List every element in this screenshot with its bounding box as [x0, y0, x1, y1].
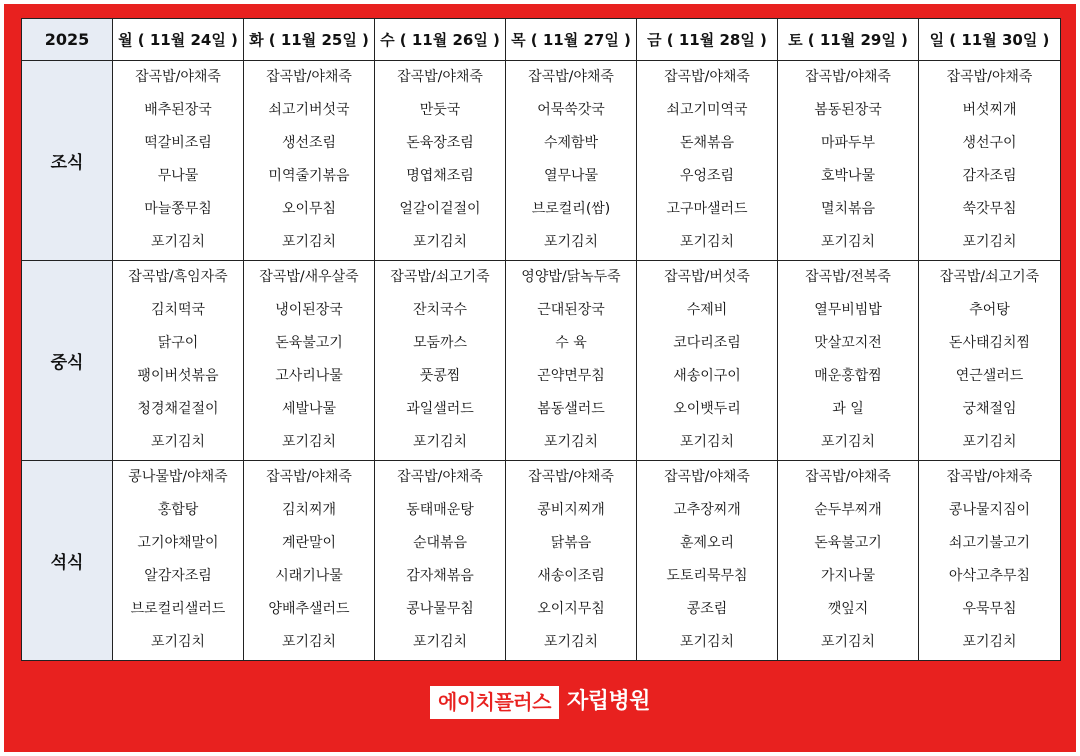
- dish-item: 포기김치: [962, 634, 1017, 650]
- dish-item: 수제함박: [543, 135, 599, 151]
- dish-item: 포기김치: [412, 434, 468, 450]
- day-header-sat: 토 ( 11월 29일 ): [778, 19, 919, 61]
- dish-item: 순대볶음: [412, 535, 468, 551]
- weekly-menu-table: [21, 18, 1061, 661]
- breakfast-fri-cell: [637, 61, 778, 261]
- day-header-mon: 월 ( 11월 24일 ): [113, 19, 244, 61]
- lunch-label: 중식: [22, 261, 113, 461]
- dish-item: 도토리묵무침: [666, 568, 748, 584]
- dish-item: 포기김치: [543, 234, 599, 250]
- logo-brand-box: 에이치플러스: [430, 686, 559, 719]
- dish-item: 잡곡밥/야채죽: [135, 69, 221, 85]
- dish-item: 포기김치: [820, 634, 876, 650]
- dish-item: 포기김치: [150, 434, 206, 450]
- dish-item: 포기김치: [281, 434, 337, 450]
- dish-list: [778, 261, 918, 460]
- dish-item: 열무비빔밥: [814, 302, 882, 318]
- dish-item: 가지나물: [820, 568, 876, 584]
- dinner-label: 석식: [22, 461, 113, 661]
- dish-item: 감자조림: [962, 168, 1017, 184]
- dish-list: [637, 461, 777, 660]
- dish-item: 세발나물: [281, 401, 337, 417]
- dinner-row: [22, 461, 1061, 661]
- dish-item: 잡곡밥/야채죽: [664, 69, 750, 85]
- dish-item: 매운홍합찜: [814, 368, 882, 384]
- dish-list: [375, 461, 505, 660]
- dish-list: [778, 61, 918, 260]
- dish-item: 포기김치: [543, 634, 599, 650]
- dish-item: 감자채볶음: [406, 568, 474, 584]
- lunch-tue-cell: [244, 261, 375, 461]
- dish-item: 알감자조림: [144, 568, 212, 584]
- dish-item: 고기야채말이: [137, 535, 219, 551]
- dish-list: [506, 461, 636, 660]
- header-row: [22, 19, 1061, 61]
- dish-item: 연근샐러드: [955, 368, 1024, 384]
- dish-item: 계란말이: [281, 535, 337, 551]
- dish-item: 고추장찌개: [673, 502, 741, 518]
- dish-item: 깻잎지: [827, 601, 869, 617]
- dish-item: 포기김치: [281, 234, 337, 250]
- dish-item: 포기김치: [679, 434, 735, 450]
- day-header-wed: 수 ( 11월 26일 ): [375, 19, 506, 61]
- dish-item: 맛살꼬지전: [814, 335, 882, 351]
- dish-item: 콩나물무침: [406, 601, 474, 617]
- dish-list: [506, 61, 636, 260]
- dish-list: [637, 61, 777, 260]
- dish-item: 잡곡밥/전복죽: [805, 269, 891, 285]
- dish-item: 새송이조림: [537, 568, 605, 584]
- dish-item: 잡곡밥/야채죽: [528, 69, 614, 85]
- dish-item: 포기김치: [962, 234, 1017, 250]
- menu-sheet: [21, 18, 1060, 661]
- dish-item: 포기김치: [150, 234, 206, 250]
- dish-item: 만둣국: [419, 102, 461, 118]
- dish-list: [637, 261, 777, 460]
- dish-item: 잡곡밥/야채죽: [664, 469, 750, 485]
- dish-list: [113, 261, 243, 460]
- dish-item: 우묵무침: [962, 601, 1017, 617]
- dish-item: 김치찌개: [281, 502, 337, 518]
- dish-item: 브로컬리(쌈): [531, 201, 611, 217]
- dish-item: 궁채절임: [962, 401, 1017, 417]
- dish-item: 생선조림: [281, 135, 337, 151]
- dinner-mon-cell: [113, 461, 244, 661]
- dish-item: 얼갈이겉절이: [399, 201, 481, 217]
- dish-item: 잡곡밥/야채죽: [946, 69, 1033, 85]
- day-header-tue: 화 ( 11월 25일 ): [244, 19, 375, 61]
- dish-item: 새송이구이: [673, 368, 741, 384]
- dish-item: 고사리나물: [275, 368, 343, 384]
- day-header-fri: 금 ( 11월 28일 ): [637, 19, 778, 61]
- dish-item: 버섯찌개: [962, 102, 1017, 118]
- lunch-fri-cell: [637, 261, 778, 461]
- dish-list: [919, 261, 1060, 460]
- dish-item: 오이무침: [281, 201, 337, 217]
- lunch-sat-cell: [778, 261, 919, 461]
- dinner-sat-cell: [778, 461, 919, 661]
- dish-item: 돈사태김치찜: [948, 335, 1031, 351]
- dish-list: [778, 461, 918, 660]
- breakfast-thu-cell: [506, 61, 637, 261]
- day-header-thu: 목 ( 11월 27일 ): [506, 19, 637, 61]
- dish-item: 영양밥/닭녹두죽: [521, 269, 621, 285]
- lunch-sun-cell: [919, 261, 1061, 461]
- dish-item: 콩비지찌개: [537, 502, 605, 518]
- breakfast-tue-cell: [244, 61, 375, 261]
- dish-item: 우엉조림: [679, 168, 735, 184]
- dish-item: 콩조림: [686, 601, 728, 617]
- dish-item: 포기김치: [281, 634, 337, 650]
- hospital-logo: [4, 682, 1076, 722]
- year-header: 2025: [22, 19, 113, 61]
- dish-item: 과 일: [832, 401, 864, 417]
- dish-item: 미역줄기볶음: [268, 168, 350, 184]
- dish-item: 아삭고추무침: [948, 568, 1031, 584]
- dish-item: 호박나물: [820, 168, 876, 184]
- dish-item: 곤약면무침: [537, 368, 605, 384]
- dish-item: 양배추샐러드: [268, 601, 350, 617]
- dish-item: 명엽채조림: [406, 168, 474, 184]
- logo-hospital-name: 자립병원: [566, 689, 650, 714]
- dish-item: 돈육불고기: [275, 335, 343, 351]
- breakfast-sat-cell: [778, 61, 919, 261]
- dish-list: [919, 461, 1060, 660]
- dish-item: 시래기나물: [275, 568, 343, 584]
- dish-list: [244, 61, 374, 260]
- dish-item: 쑥갓무침: [962, 201, 1017, 217]
- dish-item: 마늘쫑무침: [144, 201, 212, 217]
- menu-body: [22, 61, 1061, 661]
- dish-item: 쇠고기버섯국: [268, 102, 350, 118]
- dinner-fri-cell: [637, 461, 778, 661]
- dish-item: 잡곡밥/새우살죽: [259, 269, 359, 285]
- dinner-tue-cell: [244, 461, 375, 661]
- lunch-row: [22, 261, 1061, 461]
- day-header-sun: 일 ( 11월 30일 ): [919, 19, 1061, 61]
- dish-item: 잡곡밥/쇠고기죽: [939, 269, 1040, 285]
- dish-list: [244, 461, 374, 660]
- dish-item: 잡곡밥/야채죽: [528, 469, 614, 485]
- dish-item: 떡갈비조림: [144, 135, 212, 151]
- dish-item: 봄동된장국: [814, 102, 882, 118]
- dish-item: 동태매운탕: [406, 502, 474, 518]
- dish-item: 청경채겉절이: [137, 401, 219, 417]
- dish-item: 잡곡밥/야채죽: [397, 469, 483, 485]
- dish-list: [506, 261, 636, 460]
- dish-item: 콩나물지짐이: [948, 502, 1031, 518]
- dish-item: 멸치볶음: [820, 201, 876, 217]
- dish-item: 닭구이: [157, 335, 199, 351]
- dinner-wed-cell: [375, 461, 506, 661]
- dish-item: 훈제오리: [679, 535, 735, 551]
- dish-item: 무나물: [157, 168, 199, 184]
- red-frame: [4, 4, 1076, 752]
- dish-item: 잡곡밥/야채죽: [266, 69, 352, 85]
- dish-item: 잡곡밥/쇠고기죽: [390, 269, 490, 285]
- breakfast-wed-cell: [375, 61, 506, 261]
- dish-item: 봄동샐러드: [537, 401, 605, 417]
- dish-item: 돈채볶음: [679, 135, 735, 151]
- dish-item: 콩나물밥/야채죽: [128, 469, 228, 485]
- dinner-thu-cell: [506, 461, 637, 661]
- dish-item: 수 육: [555, 335, 587, 351]
- dish-item: 마파두부: [820, 135, 876, 151]
- dish-item: 팽이버섯볶음: [137, 368, 219, 384]
- dish-item: 돈육장조림: [406, 135, 474, 151]
- dish-item: 잡곡밥/야채죽: [805, 469, 891, 485]
- dish-item: 코다리조림: [673, 335, 741, 351]
- dish-item: 모둠까스: [412, 335, 468, 351]
- dish-item: 포기김치: [150, 634, 206, 650]
- lunch-thu-cell: [506, 261, 637, 461]
- dish-item: 포기김치: [412, 634, 468, 650]
- dish-item: 고구마샐러드: [666, 201, 748, 217]
- breakfast-sun-cell: [919, 61, 1061, 261]
- dish-item: 과일샐러드: [406, 401, 474, 417]
- dish-item: 생선구이: [962, 135, 1017, 151]
- dish-item: 냉이된장국: [275, 302, 343, 318]
- dish-item: 순두부찌개: [814, 502, 882, 518]
- dish-item: 잡곡밥/버섯죽: [664, 269, 750, 285]
- dish-list: [919, 61, 1060, 260]
- dish-item: 포기김치: [820, 234, 876, 250]
- dish-item: 돈육불고기: [814, 535, 882, 551]
- dish-item: 근대된장국: [537, 302, 605, 318]
- dish-item: 포기김치: [543, 434, 599, 450]
- lunch-wed-cell: [375, 261, 506, 461]
- breakfast-mon-cell: [113, 61, 244, 261]
- dish-item: 오이지무침: [537, 601, 605, 617]
- dish-item: 오이뱃두리: [673, 401, 741, 417]
- dish-item: 어묵쑥갓국: [537, 102, 605, 118]
- dish-item: 수제비: [686, 302, 728, 318]
- dish-item: 열무나물: [543, 168, 599, 184]
- lunch-mon-cell: [113, 261, 244, 461]
- dish-item: 쇠고기미역국: [666, 102, 748, 118]
- dish-item: 풋콩찜: [419, 368, 461, 384]
- dish-item: 추어탕: [969, 302, 1010, 318]
- dish-list: [113, 61, 243, 260]
- dish-item: 브로컬리샐러드: [130, 601, 226, 617]
- dish-item: 닭볶음: [550, 535, 592, 551]
- dinner-sun-cell: [919, 461, 1061, 661]
- dish-list: [244, 261, 374, 460]
- dish-item: 포기김치: [679, 234, 735, 250]
- dish-item: 포기김치: [679, 634, 735, 650]
- dish-item: 홍합탕: [157, 502, 199, 518]
- dish-list: [375, 261, 505, 460]
- dish-item: 잡곡밥/야채죽: [397, 69, 483, 85]
- dish-list: [113, 461, 243, 660]
- dish-item: 배추된장국: [144, 102, 212, 118]
- dish-item: 잡곡밥/야채죽: [266, 469, 352, 485]
- dish-item: 잔치국수: [412, 302, 468, 318]
- dish-list: [375, 61, 505, 260]
- breakfast-row: [22, 61, 1061, 261]
- dish-item: 포기김치: [962, 434, 1017, 450]
- dish-item: 김치떡국: [150, 302, 206, 318]
- dish-item: 잡곡밥/야채죽: [805, 69, 891, 85]
- dish-item: 쇠고기불고기: [948, 535, 1031, 551]
- breakfast-label: 조식: [22, 61, 113, 261]
- dish-item: 포기김치: [820, 434, 876, 450]
- dish-item: 잡곡밥/흑임자죽: [128, 269, 228, 285]
- dish-item: 포기김치: [412, 234, 468, 250]
- dish-item: 잡곡밥/야채죽: [946, 469, 1033, 485]
